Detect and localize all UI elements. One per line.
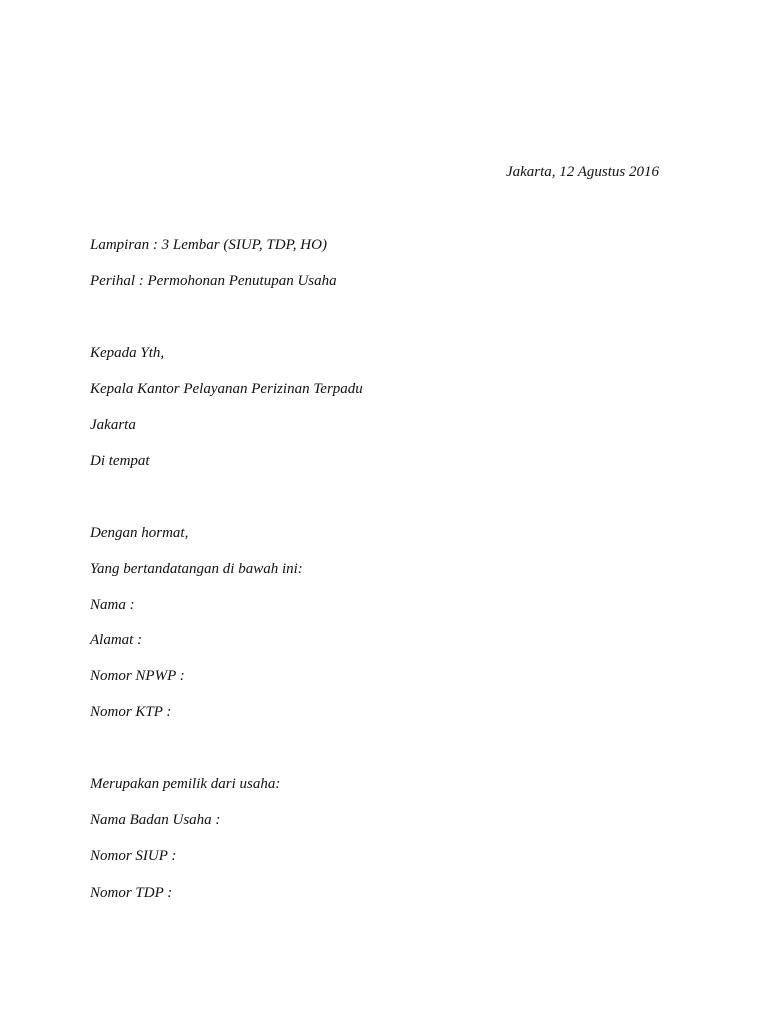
business-intro-line: Merupakan pemilik dari usaha:	[90, 776, 281, 792]
company-name-field-label: Nama Badan Usaha :	[90, 812, 221, 828]
recipient-salutation: Kepada Yth,	[90, 345, 165, 361]
attachments-line: Lampiran : 3 Lembar (SIUP, TDP, HO)	[90, 237, 327, 253]
intro-line: Yang bertandatangan di bawah ini:	[90, 561, 303, 577]
recipient-place: Di tempat	[90, 453, 150, 469]
recipient-title: Kepala Kantor Pelayanan Perizinan Terpadu	[90, 381, 363, 397]
siup-field-label: Nomor SIUP :	[90, 848, 177, 864]
name-field-label: Nama :	[90, 597, 135, 613]
letter-date: Jakarta, 12 Agustus 2016	[505, 164, 659, 180]
address-field-label: Alamat :	[90, 632, 143, 648]
opening-greeting: Dengan hormat,	[90, 525, 189, 541]
tdp-field-label: Nomor TDP :	[90, 885, 173, 901]
ktp-field-label: Nomor KTP :	[90, 704, 172, 720]
npwp-field-label: Nomor NPWP :	[90, 668, 185, 684]
recipient-city: Jakarta	[90, 417, 136, 433]
subject-line: Perihal : Permohonan Penutupan Usaha	[90, 273, 337, 289]
